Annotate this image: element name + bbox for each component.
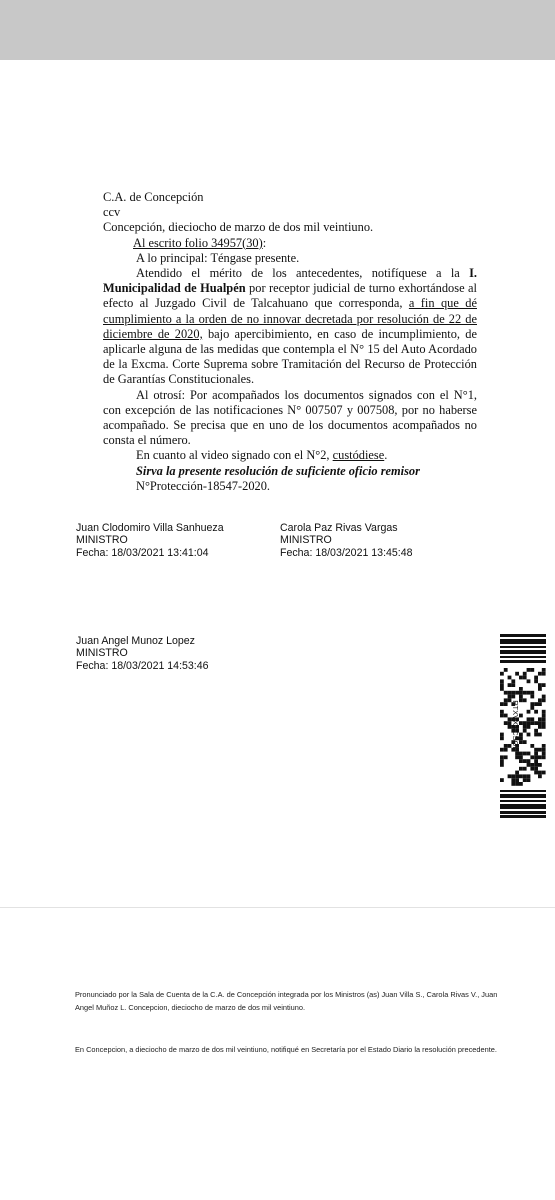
qr-module bbox=[508, 683, 512, 687]
paragraph-text-2: por receptor judicial de turno exhortándose al efecto al Juzgado Civil de Talcahuano que corresponda, bbox=[103, 281, 477, 311]
qr-module bbox=[534, 752, 538, 756]
qr-module bbox=[523, 759, 527, 763]
barcode-top-bars bbox=[500, 634, 546, 663]
qr-module bbox=[523, 698, 527, 702]
qr-module bbox=[508, 691, 512, 695]
qr-module bbox=[538, 672, 542, 676]
qr-module bbox=[504, 668, 508, 672]
qr-module bbox=[538, 683, 542, 687]
oficio-line: Sirva la presente resolución de suficiente oficio remisor bbox=[136, 463, 420, 478]
resolution-body bbox=[103, 190, 477, 494]
qr-module bbox=[500, 683, 504, 687]
qr-module bbox=[519, 691, 523, 695]
verification-code: RTXVXXCSGH bbox=[511, 700, 520, 752]
qr-module bbox=[530, 755, 534, 759]
signer-name: Juan Angel Munoz Lopez bbox=[76, 635, 195, 647]
qr-module bbox=[527, 668, 531, 672]
otrosi-paragraph: Al otrosí: Por acompañados los documentos signados con el N°1, con excepción de las notificaciones N° 007507 y 007508, por no haberse acompañado. Se precisa que en uno de los documentos acompañados no consta el número. bbox=[103, 387, 477, 448]
qr-module bbox=[542, 748, 546, 752]
qr-module bbox=[530, 721, 534, 725]
qr-module bbox=[538, 771, 542, 775]
qr-module bbox=[500, 714, 504, 718]
qr-module bbox=[534, 676, 538, 680]
qr-module bbox=[538, 698, 542, 702]
signature-block-3 bbox=[76, 635, 209, 672]
qr-module bbox=[500, 755, 504, 759]
signer-name: Carola Paz Rivas Vargas bbox=[280, 522, 398, 534]
qr-module bbox=[523, 767, 527, 771]
video-text: En cuanto al video signado con el N°2, bbox=[136, 448, 333, 463]
court-name: C.A. de Concepción bbox=[103, 190, 204, 204]
qr-module bbox=[538, 725, 542, 729]
main-paragraph bbox=[103, 266, 477, 388]
notification-note: En Concepcion, a dieciocho de marzo de dos mil veintiuno, notifiqué en Secretaría por el Estado Diario la resolución precedente. bbox=[75, 1045, 497, 1054]
signer-name: Juan Clodomiro Villa Sanhueza bbox=[76, 522, 224, 534]
qr-module bbox=[523, 778, 527, 782]
signature-block-2 bbox=[280, 522, 413, 559]
qr-module bbox=[534, 748, 538, 752]
qr-module bbox=[523, 676, 527, 680]
qr-module bbox=[542, 725, 546, 729]
qr-module bbox=[527, 721, 531, 725]
qr-module bbox=[534, 771, 538, 775]
qr-module bbox=[515, 771, 519, 775]
qr-module bbox=[511, 683, 515, 687]
qr-module bbox=[527, 717, 531, 721]
qr-module bbox=[523, 691, 527, 695]
signature-block-1 bbox=[76, 522, 224, 559]
verification-barcode bbox=[500, 634, 546, 818]
qr-module bbox=[515, 774, 519, 778]
signer-role: MINISTRO bbox=[76, 647, 128, 660]
qr-module bbox=[508, 676, 512, 680]
qr-module bbox=[530, 763, 534, 767]
video-period: . bbox=[384, 448, 388, 463]
paragraph-underlined: a fin que dé cumplimiento a la orden de no innovar decretada por resolución de 22 de diciembre de 2020, bbox=[103, 296, 477, 341]
qr-module bbox=[500, 759, 504, 763]
qr-module bbox=[511, 691, 515, 695]
initials: ccv bbox=[103, 205, 121, 220]
qr-module bbox=[519, 759, 523, 763]
qr-module bbox=[534, 733, 538, 737]
qr-module bbox=[527, 725, 531, 729]
qr-module bbox=[530, 668, 534, 672]
qr-module bbox=[530, 702, 534, 706]
qr-module bbox=[515, 672, 519, 676]
qr-module bbox=[542, 695, 546, 699]
qr-module bbox=[523, 721, 527, 725]
barcode-bottom-bars bbox=[500, 790, 546, 818]
qr-module bbox=[538, 721, 542, 725]
signature-date: Fecha: 18/03/2021 13:45:48 bbox=[280, 546, 413, 559]
qr-module bbox=[538, 717, 542, 721]
qr-module bbox=[534, 755, 538, 759]
qr-module bbox=[542, 710, 546, 714]
qr-module bbox=[530, 717, 534, 721]
qr-module bbox=[519, 687, 523, 691]
page-divider bbox=[0, 907, 555, 908]
qr-module bbox=[515, 691, 519, 695]
qr-module bbox=[538, 774, 542, 778]
paragraph-text-1: Atendido el mérito de los antecedentes, notifíquese a la bbox=[136, 266, 470, 281]
qr-module bbox=[542, 752, 546, 756]
qr-module bbox=[538, 687, 542, 691]
qr-module bbox=[500, 748, 504, 752]
qr-module bbox=[542, 714, 546, 718]
proteccion-number: N°Protección-18547-2020. bbox=[136, 478, 270, 493]
pronounced-note: Pronunciado por la Sala de Cuenta de la C.A. de Concepción integrada por los Ministros (as) Juan Villa S., Carola Rivas V., Juan Angel Muñoz L. Concepcion, dieciocho de marzo de dos mil veintiuno. bbox=[75, 990, 498, 1012]
qr-module bbox=[530, 767, 534, 771]
qr-module bbox=[527, 710, 531, 714]
qr-module bbox=[511, 774, 515, 778]
qr-module bbox=[500, 672, 504, 676]
qr-module bbox=[500, 733, 504, 737]
municipality-name: I. Municipalidad de Hualpén bbox=[103, 266, 477, 296]
signature-date: Fecha: 18/03/2021 13:41:04 bbox=[76, 546, 209, 559]
qr-module bbox=[534, 763, 538, 767]
qr-module bbox=[527, 752, 531, 756]
qr-module bbox=[542, 672, 546, 676]
qr-module bbox=[538, 755, 542, 759]
qr-module bbox=[530, 691, 534, 695]
qr-module bbox=[519, 782, 523, 786]
reference-colon: : bbox=[262, 235, 267, 250]
qr-module bbox=[527, 778, 531, 782]
qr-module bbox=[504, 691, 508, 695]
qr-module bbox=[530, 695, 534, 699]
qr-module bbox=[500, 778, 504, 782]
qr-module bbox=[542, 698, 546, 702]
qr-module bbox=[508, 774, 512, 778]
qr-module bbox=[523, 774, 527, 778]
qr-module bbox=[500, 763, 504, 767]
signer-role: MINISTRO bbox=[280, 534, 332, 547]
qr-module bbox=[542, 721, 546, 725]
qr-module bbox=[527, 679, 531, 683]
qr-module bbox=[542, 668, 546, 672]
reference-line bbox=[103, 236, 477, 251]
qr-module bbox=[534, 702, 538, 706]
qr-module bbox=[523, 672, 527, 676]
signer-role: MINISTRO bbox=[76, 534, 128, 547]
principal-line: A lo principal: Téngase presente. bbox=[136, 250, 300, 265]
qr-module bbox=[515, 778, 519, 782]
qr-module bbox=[527, 691, 531, 695]
qr-module bbox=[511, 679, 515, 683]
qr-module bbox=[542, 771, 546, 775]
reference-label: Al escrito folio 34957(30) bbox=[133, 235, 263, 250]
qr-module bbox=[530, 706, 534, 710]
qr-module bbox=[534, 721, 538, 725]
qr-module bbox=[538, 733, 542, 737]
qr-module bbox=[542, 755, 546, 759]
signature-date: Fecha: 18/03/2021 14:53:46 bbox=[76, 659, 209, 672]
date-line: Concepción, dieciocho de marzo de dos mil veintiuno. bbox=[103, 220, 374, 235]
video-underlined: custódiese bbox=[332, 448, 385, 463]
qr-module bbox=[519, 767, 523, 771]
qr-module bbox=[511, 778, 515, 782]
qr-module bbox=[523, 752, 527, 756]
qr-module bbox=[527, 733, 531, 737]
qr-module bbox=[515, 782, 519, 786]
qr-module bbox=[542, 717, 546, 721]
qr-module bbox=[542, 744, 546, 748]
video-line bbox=[103, 448, 477, 463]
qr-module bbox=[534, 710, 538, 714]
qr-module bbox=[500, 687, 504, 691]
qr-module bbox=[519, 774, 523, 778]
qr-module bbox=[523, 740, 527, 744]
paragraph-text-3: bajo apercibimiento, en caso de incumplimiento, de aplicarle alguna de las medidas que contempla el N° 15 del Auto Acordado de la Excma. Corte Suprema sobre Tramitación del Recurso de Protección de Garantías Constitucionales. bbox=[103, 326, 478, 387]
qr-module bbox=[530, 744, 534, 748]
qr-module bbox=[542, 683, 546, 687]
qr-module bbox=[534, 759, 538, 763]
qr-module bbox=[538, 702, 542, 706]
qr-module bbox=[534, 767, 538, 771]
qr-module bbox=[511, 782, 515, 786]
qr-module bbox=[500, 710, 504, 714]
qr-module bbox=[527, 763, 531, 767]
qr-module bbox=[500, 702, 504, 706]
qr-module bbox=[534, 679, 538, 683]
qr-module bbox=[534, 729, 538, 733]
qr-module bbox=[523, 729, 527, 733]
qr-module bbox=[519, 676, 523, 680]
qr-module bbox=[527, 774, 531, 778]
qr-module bbox=[500, 679, 504, 683]
qr-module bbox=[538, 763, 542, 767]
qr-module bbox=[527, 759, 531, 763]
qr-module bbox=[538, 748, 542, 752]
qr-code bbox=[500, 668, 546, 786]
qr-module bbox=[523, 725, 527, 729]
top-bar bbox=[0, 0, 555, 60]
qr-module bbox=[500, 736, 504, 740]
